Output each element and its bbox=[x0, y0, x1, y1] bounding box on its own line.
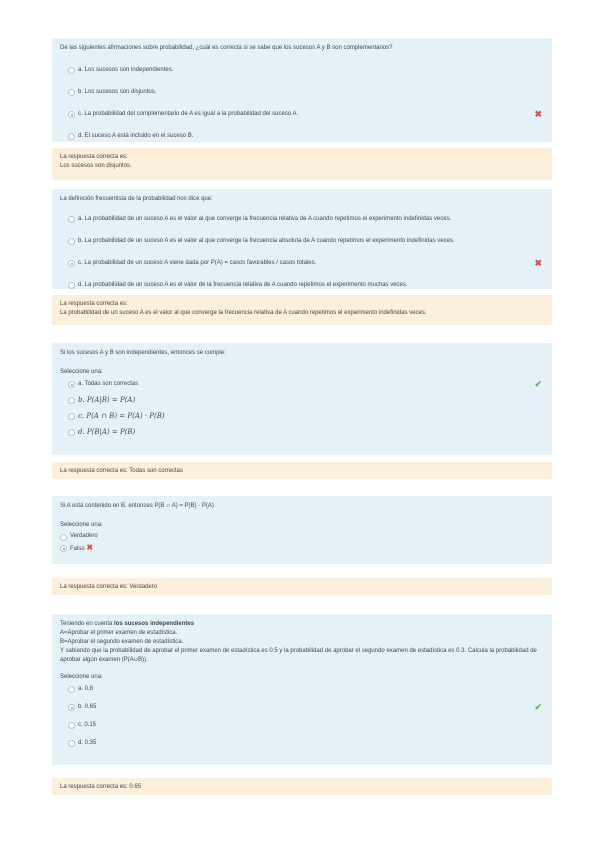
q1-option-c[interactable]: c. La probabilidad del complementario de A es igual a la probabilidad del suceso A. ✖ bbox=[68, 109, 544, 119]
radio-icon[interactable] bbox=[68, 722, 75, 729]
question-2-text: La definición frecuentista de la probabilidad nos dice que: bbox=[60, 196, 213, 202]
question-3-feedback: La respuesta correcta es: Todas son correctas bbox=[52, 462, 552, 479]
radio-selected-icon[interactable] bbox=[68, 260, 75, 267]
radio-icon[interactable] bbox=[68, 429, 75, 436]
question-1-text: De las siguientes afirmaciones sobre probabilidad, ¿cuál es correcta si se sabe que los sucesos A y B son complementarios? bbox=[60, 45, 393, 51]
radio-selected-icon[interactable] bbox=[68, 704, 75, 711]
check-icon: ✔ bbox=[534, 702, 542, 712]
q5-option-a[interactable]: a. 0.8 bbox=[68, 684, 544, 694]
q4-option-false[interactable]: Falso ✖ bbox=[60, 543, 544, 552]
q3-option-b[interactable]: b. P(A|B) = P(A) bbox=[68, 395, 544, 405]
q3-option-d[interactable]: d. P(B|A) = P(B) bbox=[68, 427, 544, 437]
radio-icon[interactable] bbox=[68, 397, 75, 404]
radio-icon[interactable] bbox=[68, 282, 75, 289]
question-3: Si los sucesos A y B son independientes, entonces se cumple: Seleccione una: a. Todas son correctas ✔ b. P(A|B) = P(A) c. P(A ∩ B) = P(A) · P(B) d. P(B|A) = P(B) bbox=[52, 343, 552, 455]
q5-option-d[interactable]: d. 0.35 bbox=[68, 738, 544, 748]
question-1-feedback: La respuesta correcta es: Los sucesos son disjuntos. bbox=[52, 148, 552, 180]
radio-icon[interactable] bbox=[68, 740, 75, 747]
question-2 bbox=[52, 189, 552, 289]
radio-icon[interactable] bbox=[68, 238, 75, 245]
q1-option-a[interactable]: a. Los sucesos son independientes. bbox=[68, 65, 544, 75]
question-3-text: Si los sucesos A y B son independientes, entonces se cumple: bbox=[60, 350, 226, 356]
radio-icon[interactable] bbox=[68, 216, 75, 223]
q5-option-b[interactable]: b. 0.65 ✔ bbox=[68, 702, 544, 712]
radio-selected-icon[interactable] bbox=[60, 545, 67, 552]
radio-icon[interactable] bbox=[60, 534, 67, 541]
q1-option-b[interactable]: b. Los sucesos son disjuntos. bbox=[68, 87, 544, 97]
q3-option-a[interactable]: a. Todas son correctas ✔ bbox=[68, 379, 544, 389]
wrong-icon: ✖ bbox=[86, 543, 94, 552]
radio-selected-icon[interactable] bbox=[68, 111, 75, 118]
radio-selected-icon[interactable] bbox=[68, 381, 75, 388]
q2-option-a[interactable]: a. La probabilidad de un suceso A es el valor al que converge la frecuencia relativa de A cuando repetimos el experimento indefinidas veces. bbox=[68, 214, 544, 224]
question-5: Teniendo en cuenta los sucesos independientes A=Aprobar el primer examen de estadística. B=Aprobar el segundo examen de estadística. Y sabiendo que la probabilidad de aprobar el primer examen de estadística es 0.5 y la probabilidad de aprobar el segundo examen de estadística es 0.3. Calcula la probabilidad de aprobar algún examen (P(A∪B)). Seleccione una: a. 0.8 b. 0.65 ✔ c. 0.15 d. 0.35 bbox=[52, 614, 552, 765]
q3-option-c[interactable]: c. P(A ∩ B) = P(A) · P(B) bbox=[68, 411, 544, 421]
radio-icon[interactable] bbox=[68, 686, 75, 693]
q5-option-c[interactable]: c. 0.15 bbox=[68, 720, 544, 730]
q1-option-d[interactable]: d. El suceso A está incluido en el suceso B. bbox=[68, 131, 544, 141]
question-4: Si A está contenido en B, entonces P(B ∩ A) = P(B) · P(A) Seleccione una: Verdadero Falso ✖ bbox=[52, 496, 552, 564]
question-4-text: Si A está contenido en B, entonces P(B ∩ A) = P(B) · P(A) bbox=[60, 503, 214, 509]
question-4-feedback: La respuesta correcta es: Verdadero bbox=[52, 578, 552, 595]
check-icon: ✔ bbox=[534, 379, 542, 389]
question-5-problem: Y sabiendo que la probabilidad de aprobar el primer examen de estadística es 0.5 y la probabilidad de aprobar el segundo examen de estadística es 0.3. Calcula la probabilidad de aprobar algún examen (P(A∪B)). bbox=[60, 648, 537, 663]
question-2-feedback: La respuesta correcta es: La probabilidad de un suceso A es el valor al que converge la frecuencia relativa de A cuando repetimos el experimento indefinidas veces. bbox=[52, 295, 552, 325]
radio-icon[interactable] bbox=[68, 89, 75, 96]
wrong-icon: ✖ bbox=[534, 109, 542, 119]
question-1 bbox=[52, 38, 552, 142]
radio-icon[interactable] bbox=[68, 413, 75, 420]
q2-option-c[interactable]: c. La probabilidad de un suceso A viene dada por P(A) = casos favorables / casos totales. ✖ bbox=[68, 258, 544, 268]
radio-icon[interactable] bbox=[68, 67, 75, 74]
wrong-icon: ✖ bbox=[534, 258, 542, 268]
question-5-feedback: La respuesta correcta es: 0.65 bbox=[52, 778, 552, 795]
q4-option-true[interactable]: Verdadero bbox=[60, 532, 544, 541]
question-5-intro: Teniendo en cuenta los sucesos independientes bbox=[60, 621, 195, 627]
q2-option-d[interactable]: d. La probabilidad de un suceso A es el valor de la frecuencia relativa de A cuando repetimos el experimento muchas veces. bbox=[68, 280, 544, 290]
q2-option-b[interactable]: b. La probabilidad de un suceso A es el valor al que converge la frecuencia absoluta de A cuando repetimos el experimento indefinidas veces. bbox=[68, 236, 544, 246]
radio-icon[interactable] bbox=[68, 133, 75, 140]
